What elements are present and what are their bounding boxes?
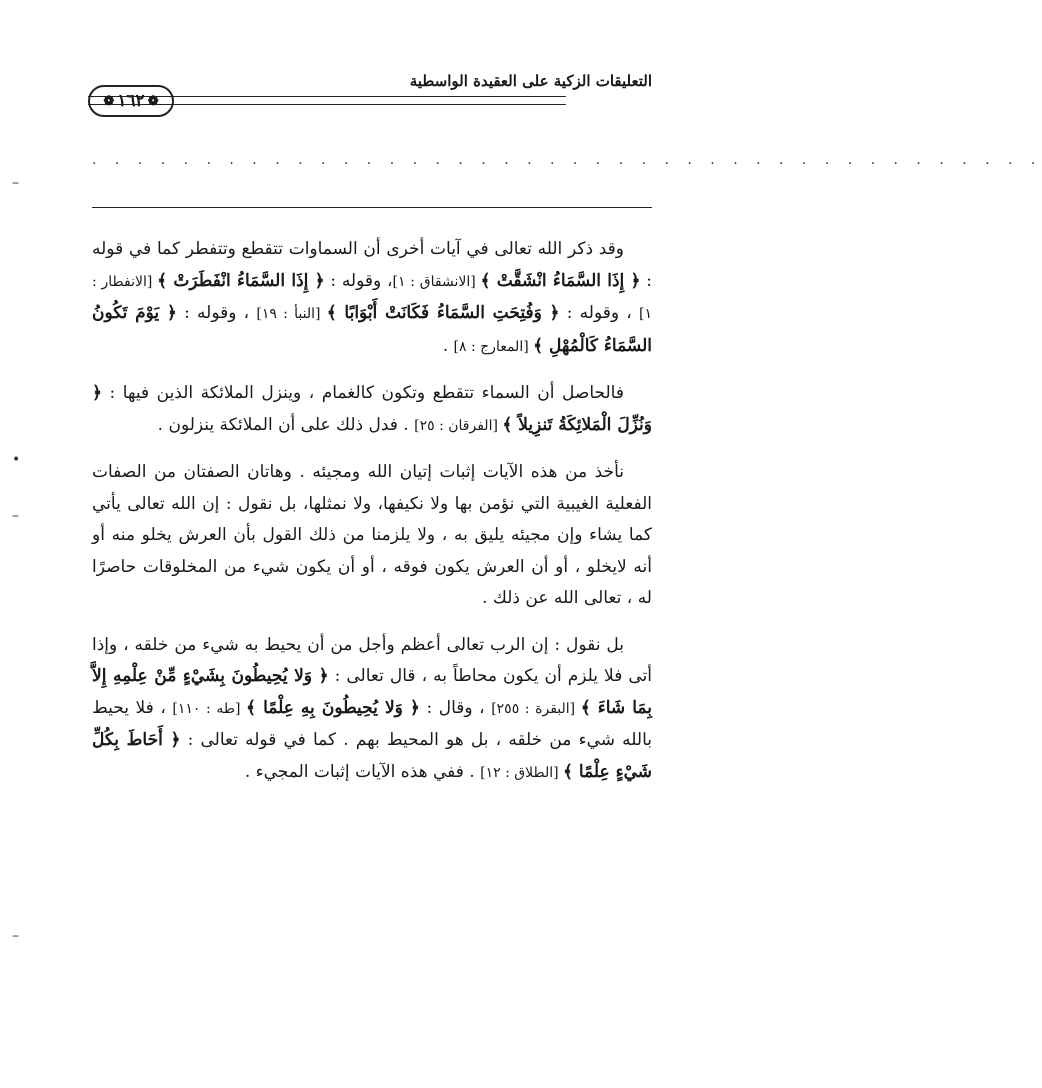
body-text: ، وقوله : <box>324 270 393 291</box>
quran-verse: ﴿ إِذَا السَّمَاءُ انْفَطَرَتْ ﴾ <box>157 270 325 291</box>
margin-mark: – <box>12 508 19 524</box>
ornament-icon: ❁ <box>147 93 159 109</box>
margin-mark: • <box>12 452 21 468</box>
verse-reference: [المعارج : ٨] <box>453 338 534 355</box>
running-title: التعليقات الزكية على العقيدة الواسطية <box>409 72 652 90</box>
verse-reference: [النبأ : ١٩] <box>256 306 327 322</box>
quran-verse: ﴿ وَفُتِحَتِ السَّمَاءُ فَكَانَتْ أَبْوَابًا ﴾ <box>326 303 560 323</box>
body-text: ، وقوله : <box>559 303 639 323</box>
quran-verse: ﴿ وَلا يُحِيطُونَ بِشَيْءٍ مِّنْ عِلْمِهِ إِلاَّ بِمَا شَاءَ ﴾ <box>92 666 652 718</box>
quran-verse: ﴿ أَحَاطَ بِكُلِّ شَيْءٍ عِلْمًا ﴾ <box>92 730 652 782</box>
body-text: ، وقوله : <box>176 303 257 323</box>
paragraph <box>92 378 652 442</box>
page-number: ١٦٢ <box>117 91 145 111</box>
ornament-icon: ❁ <box>103 93 115 109</box>
verse-reference: [الانفطار : ١] <box>92 273 652 322</box>
paragraph <box>92 630 652 790</box>
margin-mark: – <box>12 928 19 944</box>
footnote-dot-leader: . . . . . . . . . . . . . . . . . . . . . . . . . . . . . . . . . . . . . . . . . . <box>92 152 1042 168</box>
paragraph <box>92 457 652 615</box>
quran-verse: ﴿ إِذَا السَّمَاءُ انْشَقَّتْ ﴾ <box>480 270 641 291</box>
page-number-badge <box>88 85 174 117</box>
verse-reference: [الطلاق : ١٢] <box>480 764 564 781</box>
body-text: . <box>442 335 454 356</box>
body-text: نأخذ من هذه الآيات إثبات إتيان الله ومجيئه . وهاتان الصفتان من الصفات الفعلية الغيبية التي نؤمن بها ولا نكيفها، ولا نمثلها، بل نقول : إن الله تعالى يأتي كما يشاء وإن مجيئه يليق به ، ولا يلزمنا من ذلك القول بأن العرش يخلو منه أو أنه لايخلو ، أو أن العرش يكون فوقه ، أو أن يكون شيء من المخلوقات حاصرًا له ، تعالى الله عن ذلك . <box>92 462 652 608</box>
body-text: بل نقول : إن الرب تعالى أعظم وأجل من أن يحيط به شيء من خلقه ، وإذا أتى فلا يلزم أن يكون محاطاً به ، قال تعالى : <box>92 634 652 686</box>
body-text: ، وقال : <box>419 697 492 718</box>
page-header <box>88 68 652 128</box>
body-text: وقد ذكر الله تعالى في آيات أخرى أن السماوات تتقطع وتتفطر كما في قوله : <box>92 239 652 291</box>
verse-reference: [طه : ١١٠] <box>172 700 247 717</box>
verse-reference: [الفرقان : ٢٥] <box>414 417 503 434</box>
quran-verse: ﴿ وَلا يُحِيطُونَ بِهِ عِلْمًا ﴾ <box>246 697 420 718</box>
body-text: . ففي هذه الآيات إثبات المجيء . <box>244 761 481 782</box>
body-text: ، فلا يحيط بالله شيء من خلقه ، بل هو المحيط بهم . كما في قوله تعالى : <box>92 697 652 750</box>
verse-reference: [الانشقاق : ١] <box>392 273 481 290</box>
section-divider <box>92 207 652 208</box>
page-body <box>92 234 652 804</box>
paragraph <box>92 234 652 363</box>
body-text: فالحاصل أن السماء تتقطع وتكون كالغمام ، وينزل الملائكة الذين فيها : <box>101 383 624 403</box>
quran-verse: ﴿ يَوْمَ تَكُونُ السَّمَاءُ كَالْمُهْلِ ﴾ <box>92 303 652 356</box>
body-text: . فدل ذلك على أن الملائكة ينزلون . <box>157 414 415 435</box>
margin-mark: – <box>12 175 19 191</box>
quran-verse: ﴿ وَنُزِّلَ الْمَلائِكَةُ تَنزِيلاً ﴾ <box>92 383 652 435</box>
verse-reference: [البقرة : ٢٥٥] <box>491 700 581 717</box>
